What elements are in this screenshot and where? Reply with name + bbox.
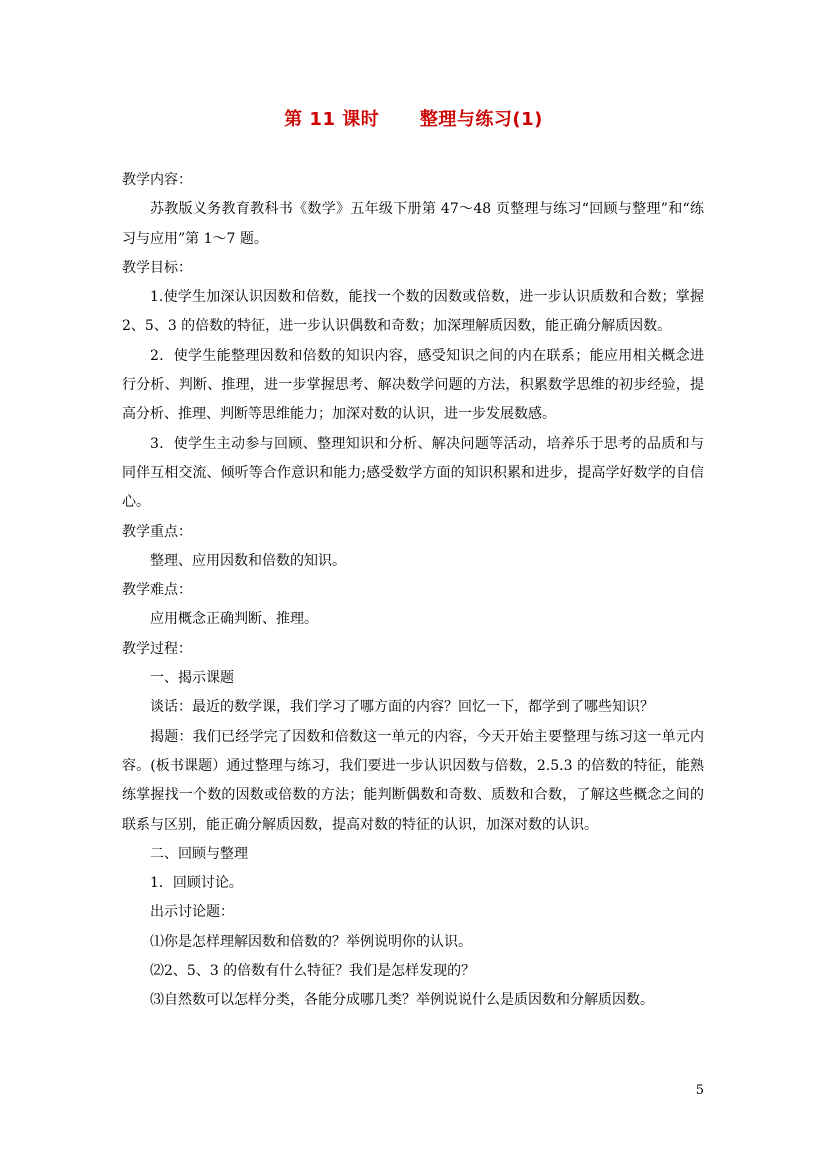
body-paragraph: 1.使学生加深认识因数和倍数，能找一个数的因数或倍数，进一步认识质数和合数；掌握 2、5、3 的倍数的特征，进一步认识偶数和奇数；加深理解质因数，能正确分解质因数。 <box>122 289 704 335</box>
body-paragraph: 2．使学生能整理因数和倍数的知识内容，感受知识之间的内在联系；能应用相关概念进行分析、判断、推理，进一步掌握思考、解决数学问题的方法，积累数学思维的初步经验，提高分析、推理、判断等思维能力；加深对数的认识，进一步发展数感。 <box>122 347 704 423</box>
section-heading: 教学目标： <box>122 259 192 276</box>
body-paragraph: 1．回顾讨论。 <box>150 875 243 892</box>
body-paragraph: 一、揭示课题 <box>150 670 234 687</box>
page-number: 5 <box>695 1083 704 1098</box>
body-paragraph: ⑶自然数可以怎样分类，各能分成哪几类？举例说说什么是质因数和分解质因数。 <box>150 992 654 1009</box>
body-paragraph: 整理、应用因数和倍数的知识。 <box>150 552 346 569</box>
section-heading: 教学重点： <box>122 523 192 540</box>
body-paragraph: 应用概念正确判断、推理。 <box>150 611 318 628</box>
body-paragraph: 出示讨论题： <box>150 904 234 921</box>
lesson-number: 第 11 课时 <box>284 109 380 130</box>
body-paragraph: 谈话：最近的数学课，我们学习了哪方面的内容？回忆一下，都学到了哪些知识？ <box>150 699 654 716</box>
body-paragraph: ⑵2、5、3 的倍数有什么特征？我们是怎样发现的？ <box>150 963 476 980</box>
lesson-title <box>0 105 827 131</box>
body-paragraph: 揭题：我们已经学完了因数和倍数这一单元的内容，今天开始主要整理与练习这一单元内容。(板书课题）通过整理与练习，我们要进一步认识因数与倍数，2.5.3 的倍数的特征，能熟练掌握找一个数的因数或倍数的方法；能判断偶数和奇数、质数和合数，了解这些概念之间的联系与区别，能正确分解质因数，提高对数的特征的认识，加深对数的认识。 <box>122 728 704 833</box>
section-heading: 教学难点： <box>122 582 192 599</box>
lesson-topic: 整理与练习(1) <box>419 109 543 130</box>
section-heading: 教学过程： <box>122 640 192 657</box>
section-heading: 教学内容： <box>122 172 192 188</box>
body-paragraph: 苏教版义务教育教科书《数学》五年级下册第 47～48 页整理与练习“回顾与整理”和“练习与应用”第 1～7 题。 <box>122 201 704 247</box>
document-body <box>122 166 704 1016</box>
body-paragraph: 3．使学生主动参与回顾、整理知识和分析、解决问题等活动，培养乐于思考的品质和与同伴互相交流、倾听等合作意识和能力;感受数学方面的知识积累和进步，提高学好数学的自信心。 <box>122 435 704 511</box>
body-paragraph: ⑴你是怎样理解因数和倍数的？举例说明你的认识。 <box>150 933 472 950</box>
body-paragraph: 二、回顾与整理 <box>150 845 248 862</box>
